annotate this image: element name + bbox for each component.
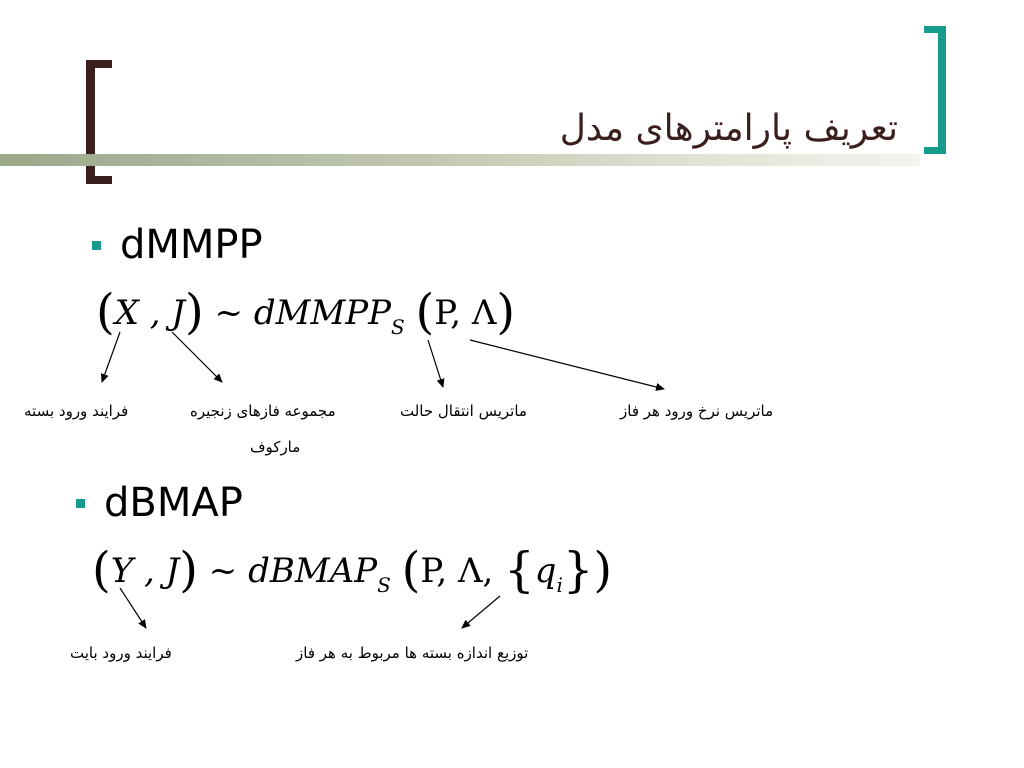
label-transition-matrix: ماتریس انتقال حالت (400, 402, 527, 420)
label-arrival-rate-matrix: ماتریس نرخ ورود هر فاز (620, 402, 774, 420)
formula-name: dBMAP (248, 551, 378, 591)
formula-subscript: S (391, 315, 405, 339)
label-batch-size-distribution: توزیع اندازه بسته ها مربوط به هر فاز (296, 644, 529, 662)
formula-paren: ( (401, 542, 421, 598)
label-markov-phases: مجموعه فازهای زنجیره (190, 402, 336, 420)
arrow-q-to-label (462, 596, 500, 628)
formula-brace: } (562, 542, 594, 598)
label-markov-phases-cont: مارکوف (250, 438, 301, 456)
formula-tilde: ~ (214, 293, 244, 333)
section-heading-dmmpp: dMMPP (120, 222, 263, 268)
section-heading-dbmap: dBMAP (104, 480, 243, 526)
slide-title: تعریف پارامترهای مدل (559, 108, 898, 149)
formula-brace: { (504, 542, 535, 598)
arrow-p-to-label (428, 340, 443, 387)
arrow-lambda-to-label (470, 340, 664, 389)
formula-subscript: S (377, 573, 391, 597)
formula-paren: ) (496, 284, 516, 340)
formula-lhs-vars: Y , J (110, 551, 180, 591)
label-packet-arrival: فرایند ورود بسته (24, 402, 129, 420)
formula-paren: ) (593, 542, 613, 598)
formula-paren: ) (179, 542, 198, 598)
formula-lhs-vars: X , J (114, 293, 185, 333)
formula-paren: ( (96, 284, 115, 340)
formula-q: q (534, 551, 557, 591)
label-byte-arrival: فرایند ورود بایت (70, 644, 172, 662)
formula-paren: ) (185, 284, 204, 340)
formula-q-subscript: i (556, 573, 563, 597)
arrow-x-to-label (102, 332, 120, 382)
formula-name: dMMPP (253, 293, 392, 333)
formula-tilde: ~ (208, 551, 238, 591)
formula-paren: ( (415, 284, 435, 340)
arrow-j-to-label (172, 332, 222, 382)
arrow-y-to-label (120, 588, 146, 628)
formula-paren: ( (92, 542, 111, 598)
formula-args: P, Λ, (420, 551, 505, 591)
formula-args: P, Λ (434, 293, 497, 333)
